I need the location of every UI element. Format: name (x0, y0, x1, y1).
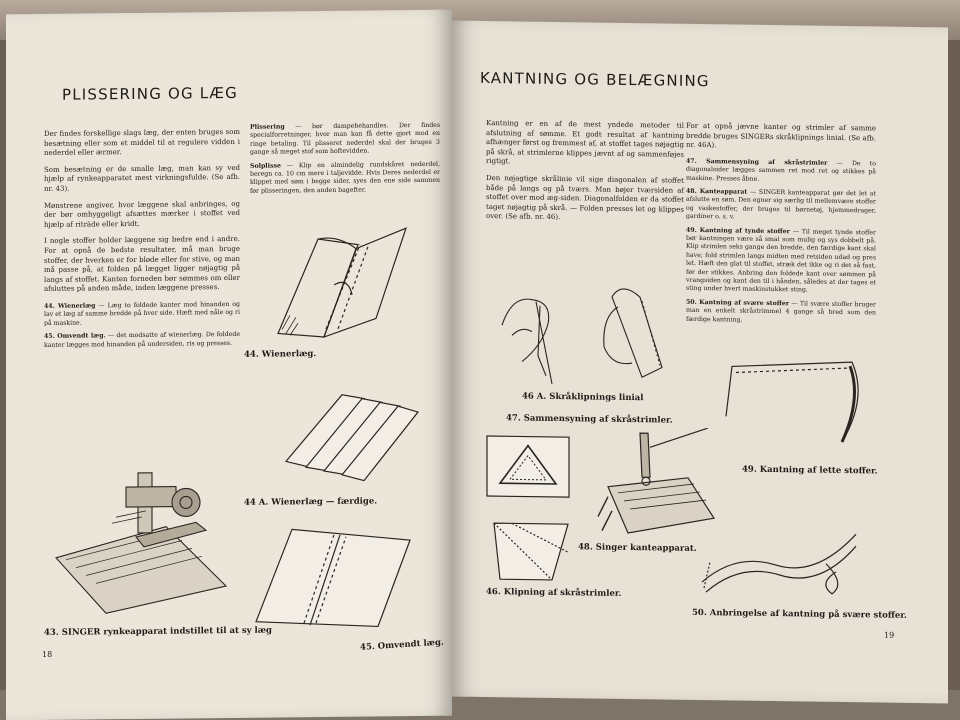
singer-ruffler-illustration (46, 466, 236, 618)
term-label: Plissering (250, 123, 285, 131)
term-item (250, 122, 440, 158)
term-text: — De to diagonalsider lægges sammen ret mod ret og stikkes på maskine. Presses åbne. (686, 159, 876, 183)
term-text: — Til meget tynde stoffer bør kantningen være så smal som mulig og sys dobbelt på. Klip strimlen seks gange den bredde, den færdige kant skal have; fold strimlen langs midten med retsiden udad og pres let. Hæft den glat til stoffet, stræk det ikke og ri det så fast, før der stikkes. Anbring den foldede kant over sømmen på vrangsiden og kant den til i hånden, således at der tages et sting under hvert maskinstukket sting. (686, 227, 876, 294)
term-text: — Klip en almindelig rundskåret nederdel, beregn ca. 10 cm mere i taljevidde. Hvis Deres nederdel er klippet med søm i begge sider, syes den ene side sammen før plisseringen, den anden bagefter. (250, 160, 441, 195)
caption-fig49: 49. Kantning af lette stoffer. (742, 464, 878, 477)
term-label: 47. Sammensyning af skråstrimler (686, 157, 828, 167)
caption-fig48: 48. Singer kanteapparat. (578, 542, 697, 554)
wienerlaeg-illustration (268, 224, 418, 344)
term-item (686, 226, 876, 296)
term-label: Solplisse (250, 162, 281, 170)
term-text: — bør dampebehandles. Der findes specialforretninger, hvor man kan få dette gjort mod en ringe betaling. Til plisseret nederdel skal der bruges 3 gange så meget stof som hoftevidden. (250, 121, 440, 156)
paragraph: I nogle stoffer holder læggene sig bedre end i andre. For at opnå de bedste resultater, må man bruge stoffer, der hverken er for bløde eller for stive, og man må passe på, at folden på lægget ligger nøjagtig på langs af stoffet. Kanten forneden bør sømmes om eller afsluttes på anden måde, inden læggene presses. (44, 235, 240, 294)
cutting-bias-strips-illustration (492, 521, 570, 582)
caption-fig44a: 44 A. Wienerlæg — færdige. (244, 496, 378, 508)
paragraph: Som besætning er de smalle læg, man kan sy ved hjælp af rynkeapparatet mest virkningsfulde. (Se afb. nr. 43). (44, 163, 240, 193)
page-number-right: 19 (884, 630, 895, 640)
term-item (44, 301, 240, 328)
caption-fig47: 47. Sammensyning af skråstrimler. (506, 413, 673, 426)
paragraph: For at opnå jævne kanter og strimler af samme bredde bruges SINGERs skråklipnings linial. (Se afb. nr. 46A). (686, 121, 876, 150)
caption-fig43: 43. SINGER rynkeapparat indstillet til at sy læg (44, 625, 272, 638)
bias-ruler-hands-illustration (492, 265, 692, 386)
paragraph: Den nøjagtige skrålinie vil sige diagonalen af stoffet både på langs og på tværs. Man bøjer tværsiden af stoffet over mod æg-siden. Diagonalfolden er da stoffet taget nøjagtig på skrå. — Folden presses let og klippes over. (Se afb. nr. 46). (486, 173, 684, 222)
right-page (452, 21, 948, 704)
left-text-column (44, 128, 240, 355)
term-item (686, 158, 876, 186)
right-left-text-column (486, 119, 684, 232)
page-number-left: 18 (42, 649, 53, 659)
right-text-column (250, 122, 440, 201)
right-right-text-column (686, 122, 876, 332)
left-page (6, 10, 452, 720)
term-text: — SINGER kanteapparat gør det let at afslutte en søm. Den egner sig særlig til mellemvære stoffer og vaskestoffer, der bruges til børnetøj, hjemmedrager, gardiner o. s. v. (686, 188, 877, 221)
heavy-fabric-binding-illustration (696, 522, 866, 604)
paragraph: Der findes forskellige slags læg, der enten bruges som besætning eller som et middel til at regulere vidden i nederdel eller ærmer. (44, 127, 240, 158)
right-page-title: KANTNING OG BELÆGNING (480, 68, 710, 91)
term-item (44, 331, 240, 350)
left-page-title: PLISSERING OG LÆG (62, 83, 238, 104)
term-label: 45. Omvendt læg. (44, 332, 106, 341)
caption-fig46a: 46 A. Skråklipnings linial (522, 391, 644, 404)
paragraph: Mønstrene angiver, hvor læggene skal anbringes, og der bør omhyggeligt afsættes mærker i stoffet ved hjælp af riträde eller kridt. (44, 199, 240, 229)
term-text: — det modsatte af wienerlæg. De foldede kanter lægges mod hinanden på undersiden, ris og presses. (44, 331, 240, 349)
term-item (686, 188, 876, 224)
term-text: — Til svære stoffer bruger man en enkelt skråstrimmel 4 gange så bred som den færdige kantning. (686, 300, 877, 324)
term-label: 49. Kantning af tynde stoffer (686, 226, 790, 235)
term-item (686, 299, 876, 327)
paragraph: Kantning er en af de mest yndede metoder til afslutning af sømme. Et godt resultat af kantning afhænger først og fremmest af, at stoffet tages nøjagtig på skrå, at strimlerne klippes jævnt af og sammenføjes rigtigt. (486, 119, 684, 166)
bias-strip-join-illustration (486, 435, 570, 498)
term-label: 50. Kantning af svære stoffer (686, 298, 790, 308)
caption-fig45: 45. Omvendt læg. (359, 637, 445, 653)
term-text: — Læg to foldede kanter mod hinanden og lav et læg af samme bredde på hver side. Hæft med nåle og ri på maskine. (44, 300, 240, 327)
term-item (250, 160, 440, 196)
term-label: 44. Wienerlæg (44, 302, 96, 310)
caption-fig50: 50. Anbringelse af kantning på svære stoffer. (692, 607, 907, 621)
wienerlaeg-finished-illustration (282, 382, 422, 483)
term-label: 48. Kanteapparat (686, 187, 748, 196)
caption-fig46: 46. Klipning af skråstrimler. (486, 587, 622, 599)
omvendt-laeg-illustration (250, 520, 416, 630)
light-fabric-binding-illustration (722, 356, 872, 448)
caption-fig44: 44. Wienerlæg. (244, 349, 317, 360)
